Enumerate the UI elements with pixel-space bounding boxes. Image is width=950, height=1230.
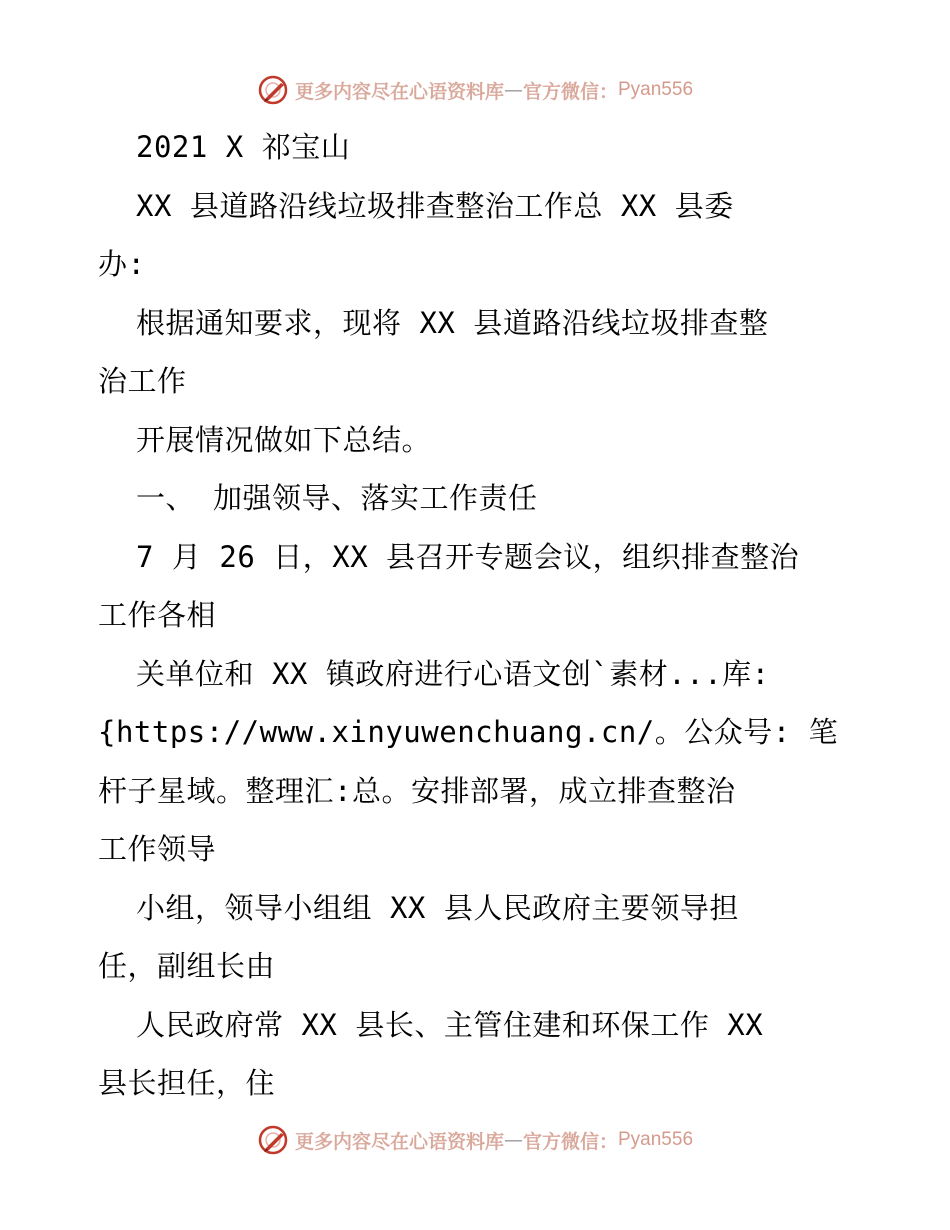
footer-watermark <box>0 1120 950 1160</box>
watermark-wechat-label: 官方微信： <box>522 1130 618 1153</box>
doc-line: 办: <box>98 247 146 281</box>
watermark-site-text: 更多内容尽在心语资料库 <box>294 80 504 103</box>
doc-line: 杆子星域。整理汇:总。安排部署，成立排查整治 <box>98 773 736 808</box>
pen-logo-icon <box>257 74 289 106</box>
watermark-wechat-id: Pyan556 <box>618 79 694 100</box>
doc-line: 2021 X 祁宝山 <box>136 130 351 164</box>
doc-line: 小组，领导小组组 XX 县人民政府主要领导担 <box>136 890 739 925</box>
doc-heading: 一、 加强领导、落实工作责任 <box>136 481 538 515</box>
doc-line: 任，副组长由 <box>98 949 276 983</box>
header-watermark <box>0 70 950 110</box>
watermark-site-text: 更多内容尽在心语资料库 <box>294 1130 504 1153</box>
doc-line: 治工作 <box>98 364 187 398</box>
watermark-separator: — <box>503 79 523 101</box>
pen-logo-icon <box>257 1124 289 1156</box>
doc-line: 人民政府常 XX 县长、主管住建和环保工作 XX <box>136 1007 764 1042</box>
doc-link-line: {https://www.xinyuwenchuang.cn/。公众号: 笔 <box>98 715 839 749</box>
doc-line: 关单位和 XX 镇政府进行心语文创`素材...库: <box>136 656 770 691</box>
document-body <box>98 118 858 1113</box>
doc-line: 开展情况做如下总结。 <box>136 422 432 457</box>
watermark-wechat-label: 官方微信： <box>522 80 618 103</box>
watermark-wechat-id: Pyan556 <box>618 1129 694 1150</box>
doc-line: 工作领导 <box>98 832 217 866</box>
doc-line: 工作各相 <box>98 598 217 632</box>
watermark-separator: — <box>503 1129 523 1151</box>
doc-line: 县长担任，住 <box>98 1066 276 1100</box>
doc-line: XX 县道路沿线垃圾排查整治工作总 XX 县委 <box>136 188 734 223</box>
doc-line: 根据通知要求，现将 XX 县道路沿线垃圾排查整 <box>136 305 769 340</box>
doc-line: 7 月 26 日，XX 县召开专题会议，组织排查整治 <box>136 539 800 574</box>
